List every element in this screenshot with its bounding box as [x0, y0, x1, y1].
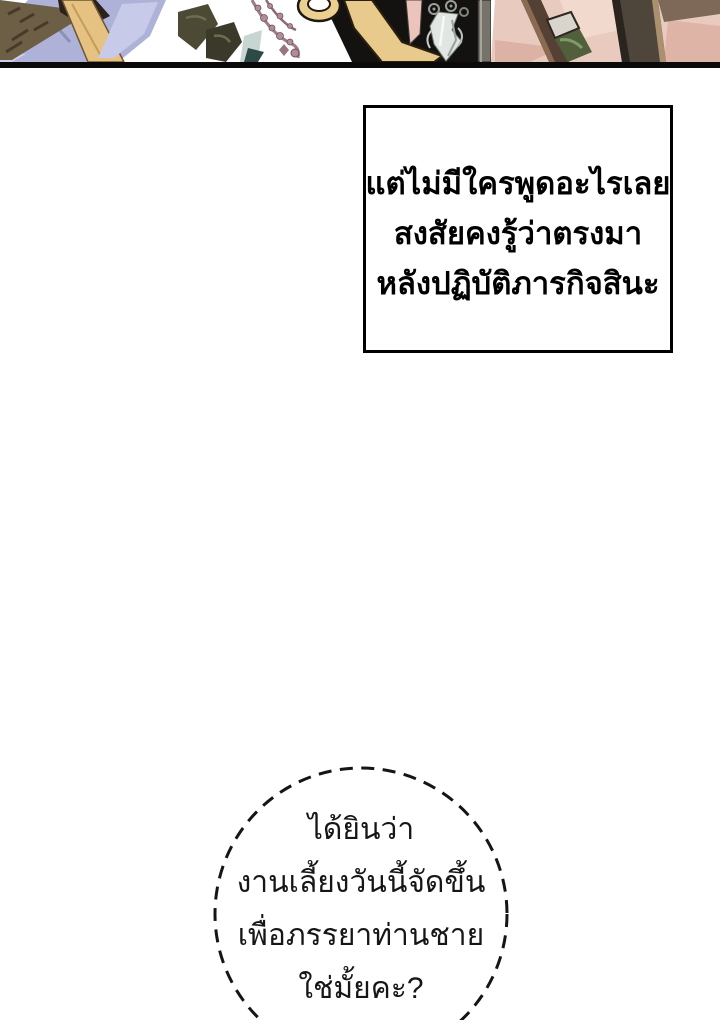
narration-line: แต่ไม่มีใครพูดอะไรเลย	[365, 166, 671, 201]
panel-divider	[0, 62, 720, 68]
narration-box	[363, 105, 673, 353]
right-character-art	[478, 0, 720, 62]
speech-line: เพื่อภรรยาท่านชาย	[237, 919, 485, 952]
narration-line: สงสัยคงรู้ว่าตรงมา	[393, 216, 643, 251]
speech-line: ใช่มั้ยคะ?	[298, 972, 424, 1005]
speech-bubble	[205, 803, 517, 1015]
speech-line: ได้ยินว่า	[307, 813, 415, 846]
comic-art-svg	[0, 0, 720, 68]
comic-art-strip	[0, 0, 720, 68]
speech-line: งานเลี้ยงวันนี้จัดขึ้น	[236, 866, 486, 899]
narration-line: หลังปฏิบัติภารกิจสินะ	[376, 266, 660, 301]
